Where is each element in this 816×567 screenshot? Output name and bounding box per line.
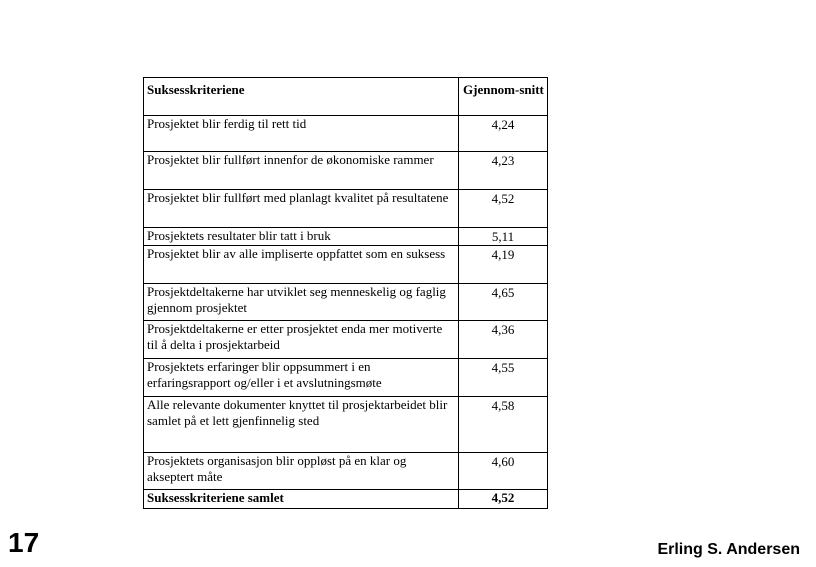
average-cell: 4,55 xyxy=(459,359,548,397)
average-cell: 4,52 xyxy=(459,189,548,227)
criterion-cell: Prosjektets erfaringer blir oppsummert i en erfaringsrapport og/eller i et avslutningsmøte xyxy=(144,359,459,397)
average-cell: 4,65 xyxy=(459,283,548,320)
average-cell: 4,19 xyxy=(459,245,548,283)
average-cell: 4,60 xyxy=(459,452,548,489)
table-total-row xyxy=(144,489,548,508)
table-row xyxy=(144,359,548,397)
criterion-cell: Prosjektet blir av alle impliserte oppfattet som en suksess xyxy=(144,245,459,283)
average-cell: 4,58 xyxy=(459,397,548,452)
average-column-header: Gjennom-snitt xyxy=(459,78,548,116)
criterion-cell: Prosjektet blir fullført innenfor de økonomiske rammer xyxy=(144,152,459,189)
criterion-cell: Prosjektdeltakerne er etter prosjektet enda mer motiverte til å delta i prosjektarbeid xyxy=(144,321,459,359)
success-criteria-table xyxy=(143,77,548,509)
table-row xyxy=(144,152,548,189)
table-row xyxy=(144,321,548,359)
table-row xyxy=(144,189,548,227)
criterion-cell: Prosjektet blir ferdig til rett tid xyxy=(144,116,459,152)
criterion-cell: Prosjektets resultater blir tatt i bruk xyxy=(144,227,459,245)
average-cell: 5,11 xyxy=(459,227,548,245)
total-average-cell: 4,52 xyxy=(459,489,548,508)
table-row xyxy=(144,452,548,489)
total-criterion-cell: Suksesskriteriene samlet xyxy=(144,489,459,508)
table-row xyxy=(144,283,548,320)
criterion-cell: Prosjektets organisasjon blir oppløst på en klar og akseptert måte xyxy=(144,452,459,489)
average-cell: 4,23 xyxy=(459,152,548,189)
table-row xyxy=(144,227,548,245)
average-cell: 4,24 xyxy=(459,116,548,152)
table-row xyxy=(144,245,548,283)
average-cell: 4,36 xyxy=(459,321,548,359)
success-criteria-table-wrapper xyxy=(143,77,548,509)
slide-number: 17 xyxy=(8,527,40,558)
table-row xyxy=(144,397,548,452)
criterion-cell: Alle relevante dokumenter knyttet til prosjektarbeidet blir samlet på et lett gjenfinnelig sted xyxy=(144,397,459,452)
criterion-cell: Prosjektet blir fullført med planlagt kvalitet på resultatene xyxy=(144,189,459,227)
author-name: Erling S. Andersen xyxy=(657,541,800,558)
table-row xyxy=(144,116,548,152)
table-header-row xyxy=(144,78,548,116)
criterion-cell: Prosjektdeltakerne har utviklet seg menneskelig og faglig gjennom prosjektet xyxy=(144,283,459,320)
criteria-column-header: Suksesskriteriene xyxy=(144,78,459,116)
